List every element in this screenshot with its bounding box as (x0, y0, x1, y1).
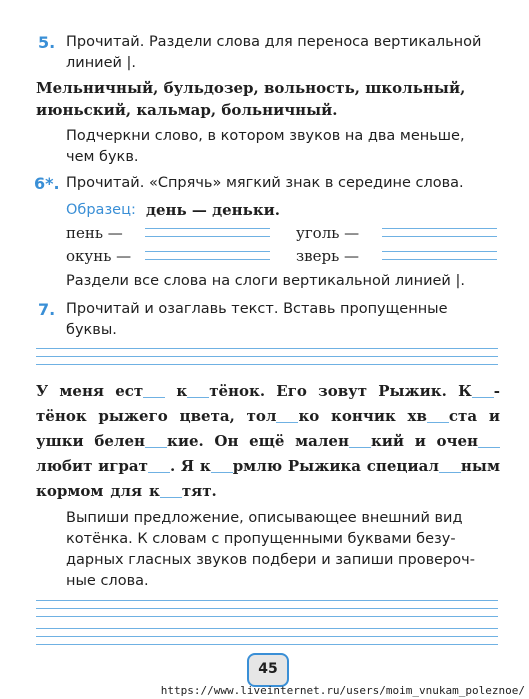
missing-letter-blank[interactable] (187, 384, 209, 398)
writing-line[interactable] (36, 348, 498, 349)
word-item-pen: пень — (66, 224, 123, 242)
missing-letter-blank[interactable] (349, 434, 371, 448)
watermark-url: https://www.liveinternet.ru/users/moim_vnukam_poleznoe/ (160, 684, 525, 697)
story-line (36, 479, 500, 504)
writing-line[interactable] (36, 356, 498, 357)
story-word: зовут (318, 382, 368, 400)
exercise-6-task: Прочитай. «Спрячь» мягкий знак в середине слова. (66, 175, 464, 191)
story-text (36, 379, 500, 504)
writing-line[interactable] (36, 628, 498, 629)
story-line (36, 379, 500, 404)
story-word: и (414, 432, 426, 450)
answer-line[interactable] (145, 236, 270, 237)
missing-letter-blank[interactable] (160, 484, 182, 498)
story-word: для (110, 482, 143, 500)
story-word: У (36, 382, 49, 400)
sample-label: Образец: (66, 202, 136, 218)
story-word: очен (436, 429, 500, 454)
story-word: Он (214, 432, 239, 450)
sample-text: день — деньки. (146, 201, 281, 219)
story-word: меня (59, 382, 105, 400)
story-line (36, 429, 500, 454)
word-item-ugol: уголь — (296, 224, 360, 242)
missing-letter-blank[interactable] (143, 384, 165, 398)
exercise-7-task-line2: буквы. (66, 322, 117, 338)
story-word: к тят. (149, 482, 217, 500)
missing-letter-blank[interactable] (211, 459, 233, 473)
story-word: играт . (98, 457, 176, 475)
exercise-5-task2-line2: чем букв. (66, 149, 139, 165)
answer-line[interactable] (145, 228, 270, 229)
word-item-zver: зверь — (296, 247, 360, 265)
story-word: ест (115, 379, 165, 404)
story-line (36, 454, 500, 479)
missing-letter-blank[interactable] (427, 409, 449, 423)
story-word: цвета, (179, 407, 235, 425)
story-word: тёнок (36, 407, 87, 425)
story-word: кончик (331, 407, 396, 425)
exercise-5-task-line2: линией |. (66, 55, 137, 71)
story-word: Я (180, 457, 195, 475)
story-word: любит (36, 457, 93, 475)
exercise-6-number: 6*. (34, 174, 60, 193)
story-word: и (488, 407, 500, 425)
missing-letter-blank[interactable] (145, 434, 167, 448)
page-number: 45 (247, 653, 289, 687)
writing-line[interactable] (36, 644, 498, 645)
exercise-7-number: 7. (38, 300, 56, 319)
missing-letter-blank[interactable] (276, 409, 298, 423)
missing-letter-blank[interactable] (439, 459, 461, 473)
writing-line[interactable] (36, 608, 498, 609)
exercise-7-task-line1: Прочитай и озаглавь текст. Вставь пропущенные (66, 301, 448, 317)
exercise-7-task2-line1: Выпиши предложение, описывающее внешний вид (66, 510, 463, 526)
story-word: хв ста (407, 407, 478, 425)
story-word: ушки (36, 432, 84, 450)
writing-line[interactable] (36, 616, 498, 617)
exercise-5-task2-line1: Подчеркни слово, в котором звуков на два меньше, (66, 128, 465, 144)
exercise-7-task2-line2: котёнка. К словам с пропущенными буквами безу- (66, 531, 456, 547)
answer-line[interactable] (382, 251, 497, 252)
story-word: к рмлю (199, 457, 283, 475)
exercise-6-task2: Раздели все слова на слоги вертикальной линией |. (66, 273, 465, 289)
writing-line[interactable] (36, 600, 498, 601)
story-word: кормом (36, 482, 104, 500)
answer-line[interactable] (382, 236, 497, 237)
story-word: мален кий (295, 432, 405, 450)
exercise-7-task2-line3: дарных гласных звуков подбери и запиши провероч- (66, 552, 475, 568)
answer-line[interactable] (145, 251, 270, 252)
story-word: белен кие. (94, 432, 204, 450)
exercise-5-number: 5. (38, 33, 56, 52)
word-item-okun: окунь — (66, 247, 132, 265)
exercise-7-task2-line4: ные слова. (66, 573, 149, 589)
story-word: Рыжика (287, 457, 362, 475)
missing-letter-blank[interactable] (148, 459, 170, 473)
story-word: К - (458, 382, 500, 400)
missing-letter-blank[interactable] (472, 384, 494, 398)
exercise-5-task-line1: Прочитай. Раздели слова для переноса вертикальной (66, 34, 482, 50)
story-word: ещё (249, 432, 285, 450)
story-word: к тёнок. (176, 382, 266, 400)
story-word: Его (276, 382, 307, 400)
exercise-5-words-line1: Мельничный, бульдозер, вольность, школьный, (36, 79, 466, 97)
story-word: Рыжик. (378, 382, 447, 400)
writing-line[interactable] (36, 636, 498, 637)
story-word: специал ным (366, 457, 500, 475)
story-line (36, 404, 500, 429)
story-word: тол ко (246, 407, 320, 425)
missing-letter-blank[interactable] (478, 434, 500, 448)
answer-line[interactable] (145, 259, 270, 260)
exercise-5-words-line2: июньский, кальмар, больничный. (36, 101, 338, 119)
writing-line[interactable] (36, 364, 498, 365)
answer-line[interactable] (382, 259, 497, 260)
story-word: рыжего (98, 407, 168, 425)
answer-line[interactable] (382, 228, 497, 229)
